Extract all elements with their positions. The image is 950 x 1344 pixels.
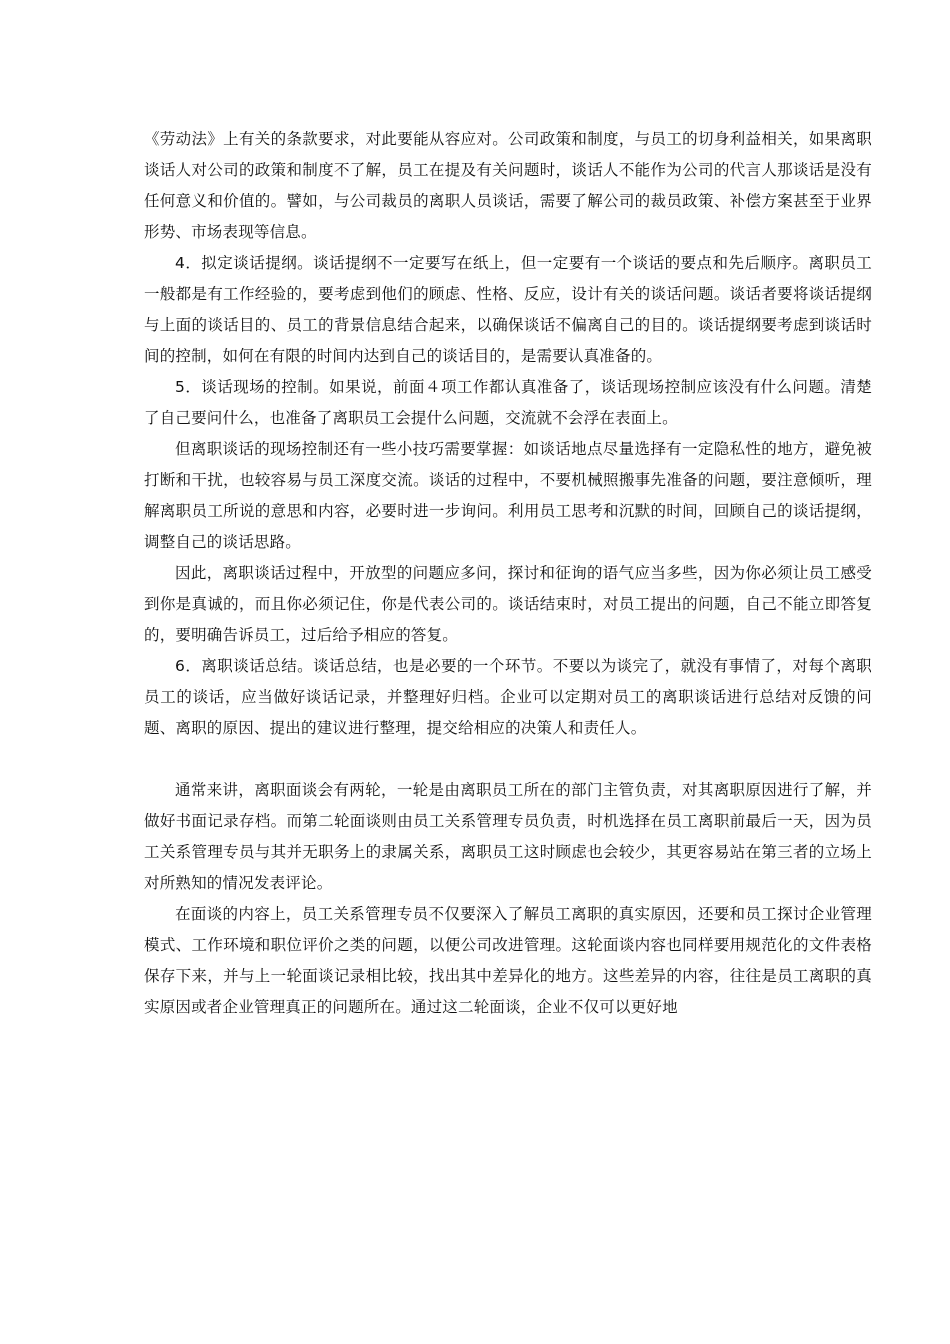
paragraph-labor-law-continuation: 《劳动法》上有关的条款要求，对此要能从容应对。公司政策和制度，与员工的切身利益相关，如果离职谈话人对公司的政策和制度不了解，员工在提及有关问题时，谈话人不能作为公司的代言人那谈话是没有任何意义和价值的。譬如，与公司裁员的离职人员谈话，需要了解公司的裁员政策、补偿方案甚至于业界形势、市场表现等信息。 — [144, 130, 872, 241]
paragraph-two-rounds: 通常来讲，离职面谈会有两轮，一轮是由离职员工所在的部门主管负责，对其离职原因进行了解，并做好书面记录存档。而第二轮面谈则由员工关系管理专员负责，时机选择在员工离职前最后一天，因为员工关系管理专员与其并无职务上的隶属关系，离职员工这时顾虑也会较少，其更容易站在第三者的立场上对所熟知的情况发表评论。 — [144, 781, 872, 892]
document-page — [144, 124, 872, 1023]
paragraph-control-tips: 但离职谈话的现场控制还有一些小技巧需要掌握：如谈话地点尽量选择有一定隐私性的地方，避免被打断和干扰，也较容易与员工深度交流。谈话的过程中，不要机械照搬事先准备的问题，要注意倾听，理解离职员工所说的意思和内容，必要时进一步询问。利用员工思考和沉默的时间，回顾自己的谈话提纲，调整自己的谈话思路。 — [144, 440, 872, 551]
paragraph-open-questions: 因此，离职谈话过程中，开放型的问题应多问，探讨和征询的语气应当多些，因为你必须让员工感受到你是真诚的，而且你必须记住，你是代表公司的。谈话结束时，对员工提出的问题，自己不能立即答复的，要明确告诉员工，过后给予相应的答复。 — [144, 564, 872, 644]
blank-line — [144, 744, 872, 775]
paragraph-step-5-control: 5．谈话现场的控制。如果说，前面４项工作都认真准备了，谈话现场控制应该没有什么问题。清楚了自己要问什么，也准备了离职员工会提什么问题，交流就不会浮在表面上。 — [144, 378, 872, 427]
paragraph-interview-content: 在面谈的内容上，员工关系管理专员不仅要深入了解员工离职的真实原因，还要和员工探讨企业管理模式、工作环境和职位评价之类的问题，以便公司改进管理。这轮面谈内容也同样要用规范化的文件表格保存下来，并与上一轮面谈记录相比较，找出其中差异化的地方。这些差异的内容，往往是员工离职的真实原因或者企业管理真正的问题所在。通过这二轮面谈，企业不仅可以更好地 — [144, 905, 872, 1016]
paragraph-step-4-outline: 4．拟定谈话提纲。谈话提纲不一定要写在纸上，但一定要有一个谈话的要点和先后顺序。离职员工一般都是有工作经验的，要考虑到他们的顾虑、性格、反应，设计有关的谈话问题。谈话者要将谈话提纲与上面的谈话目的、员工的背景信息结合起来，以确保谈话不偏离自己的目的。谈话提纲要考虑到谈话时间的控制，如何在有限的时间内达到自己的谈话目的，是需要认真准备的。 — [144, 254, 872, 365]
paragraph-step-6-summary: 6．离职谈话总结。谈话总结，也是必要的一个环节。不要以为谈完了，就没有事情了，对每个离职员工的谈话，应当做好谈话记录，并整理好归档。企业可以定期对员工的离职谈话进行总结对反馈的问题、离职的原因、提出的建议进行整理，提交给相应的决策人和责任人。 — [144, 657, 872, 737]
